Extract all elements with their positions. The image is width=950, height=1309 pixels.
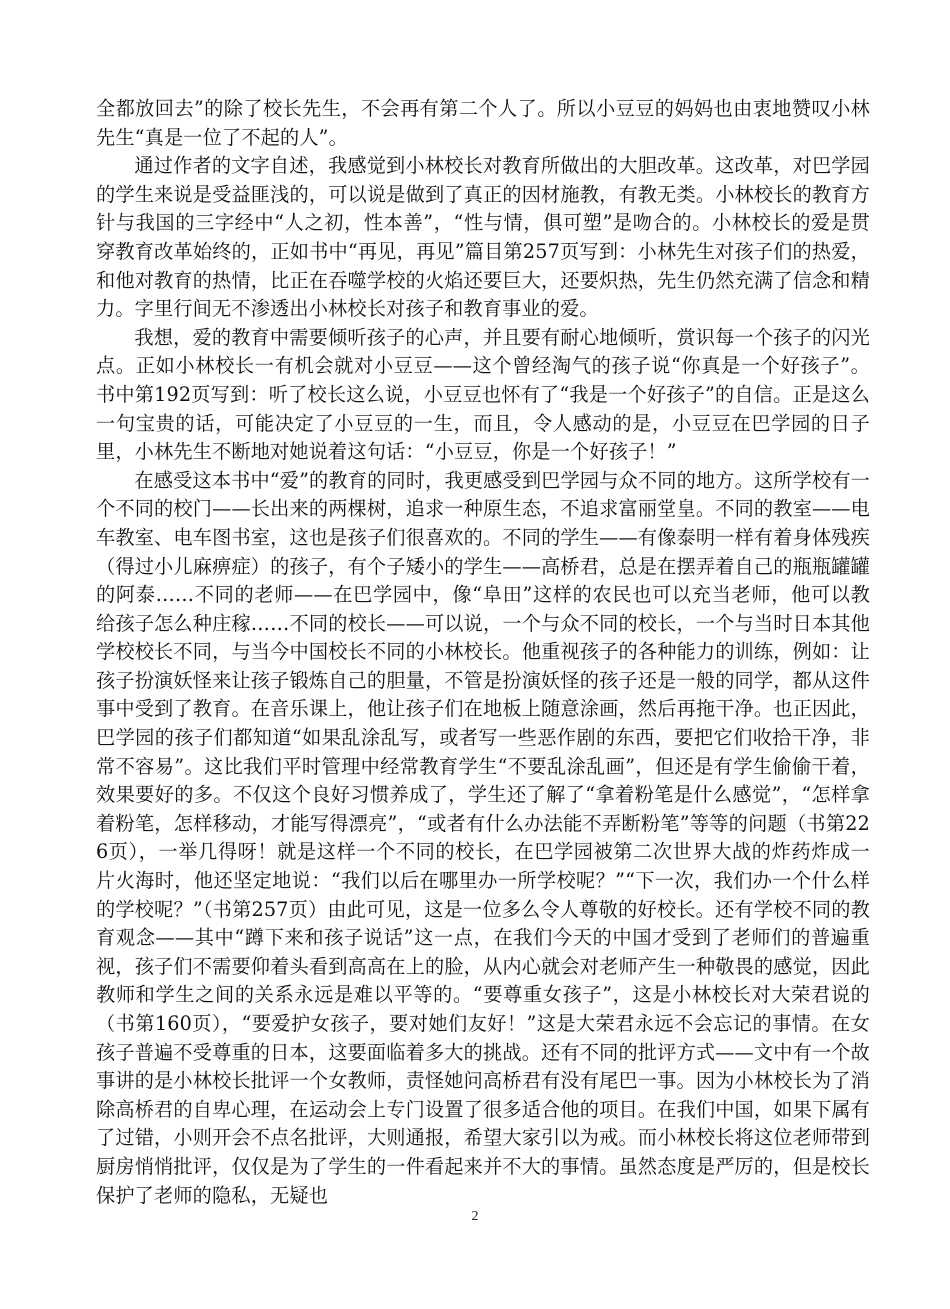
- paragraph-listening: 我想，爱的教育中需要倾听孩子的心声，并且要有耐心地倾听，赏识每一个孩子的闪光点。正如小林校长一有机会就对小豆豆——这个曾经淘气的孩子说“你真是一个好孩子”。书中第192页写到：听了校长这么说，小豆豆也怀有了“我是一个好孩子”的自信。正是这么一句宝贵的话，可能决定了小豆豆的一生，而且，令人感动的是，小豆豆在巴学园的日子里，小林先生不断地对她说着这句话：“小豆豆，你是一个好孩子！”: [96, 325, 870, 464]
- paragraph-differences: 在感受这本书中“爱”的教育的同时，我更感受到巴学园与众不同的地方。这所学校有一个不同的校门——长出来的两棵树，追求一种原生态，不追求富丽堂皇。不同的教室——电车教室、电车图书室，这也是孩子们很喜欢的。不同的学生——有像泰明一样有着身体残疾（得过小儿麻痹症）的孩子，有个子矮小的学生——高桥君，总是在摆弄着自己的瓶瓶罐罐的阿泰……不同的老师——在巴学园中，像“阜田”这样的农民也可以充当老师，他可以教给孩子怎么种庄稼……不同的校长——可以说，一个与众不同的校长，一个与当时日本其他学校校长不同，与当今中国校长不同的小林校长。他重视孩子的各种能力的训练，例如：让孩子扮演妖怪来让孩子锻炼自己的胆量，不管是扮演妖怪的孩子还是一般的同学，都从这件事中受到了教育。在音乐课上，他让孩子们在地板上随意涂画，然后再拖干净。也正因此，巴学园的孩子们都知道“如果乱涂乱写，或者写一些恶作剧的东西，要把它们收拾干净，非常不容易”。这比我们平时管理中经常教育学生“不要乱涂乱画”，但还是有学生偷偷干着，效果要好的多。不仅这个良好习惯养成了，学生还了解了“拿着粉笔是什么感觉”，“怎样拿着粉笔，怎样移动，才能写得漂亮”，“或者有什么办法能不弄断粉笔”等等的问题（书第226页），一举几得呀！就是这样一个不同的校长，在巴学园被第二次世界大战的炸药炸成一片火海时，他还坚定地说：“我们以后在哪里办一所学校呢？”“下一次，我们办一个什么样的学校呢？”（书第257页）由此可见，这是一位多么令人尊敬的好校长。还有学校不同的教育观念——其中“蹲下来和孩子说话”这一点，在我们今天的中国才受到了老师们的普遍重视，孩子们不需要仰着头看到高高在上的脸，从内心就会对老师产生一种敬畏的感觉，因此教师和学生之间的关系永远是难以平等的。“要尊重女孩子”，这是小林校长对大荣君说的（书第160页），“要爱护女孩子，要对她们友好！”这是大荣君永远不会忘记的事情。在女孩子普遍不受尊重的日本，这要面临着多大的挑战。还有不同的批评方式——文中有一个故事讲的是小林校长批评一个女教师，责怪她问高桥君有没有尾巴一事。因为小林校长为了消除高桥君的自卑心理，在运动会上专门设置了很多适合他的项目。在我们中国，如果下属有了过错，小则开会不点名批评，大则通报，希望大家引以为戒。而小林校长将这位老师带到厨房悄悄批评，仅仅是为了学生的一件看起来并不大的事情。虽然态度是严厉的，但是校长保护了老师的隐私，无疑也: [96, 468, 870, 1207]
- paragraph-reform: 通过作者的文字自述，我感觉到小林校长对教育所做出的大胆改革。这改革，对巴学园的学生来说是受益匪浅的，可以说是做到了真正的因材施教，有教无类。小林校长的教育方针与我国的三字经中“人之初，性本善”，“性与情，俱可塑”是吻合的。小林校长的爱是贯穿教育改革始终的，正如书中“再见，再见”篇目第257页写到：小林先生对孩子们的热爱，和他对教育的热情，比正在吞噬学校的火焰还要巨大，还要炽热，先生仍然充满了信念和精力。字里行间无不渗透出小林校长对孩子和教育事业的爱。: [96, 154, 870, 321]
- body-text: [96, 95, 870, 1210]
- paragraph-continued: 全都放回去”的除了校长先生，不会再有第二个人了。所以小豆豆的妈妈也由衷地赞叹小林先生“真是一位了不起的人”。: [96, 97, 870, 149]
- page-number: 2: [471, 1209, 479, 1224]
